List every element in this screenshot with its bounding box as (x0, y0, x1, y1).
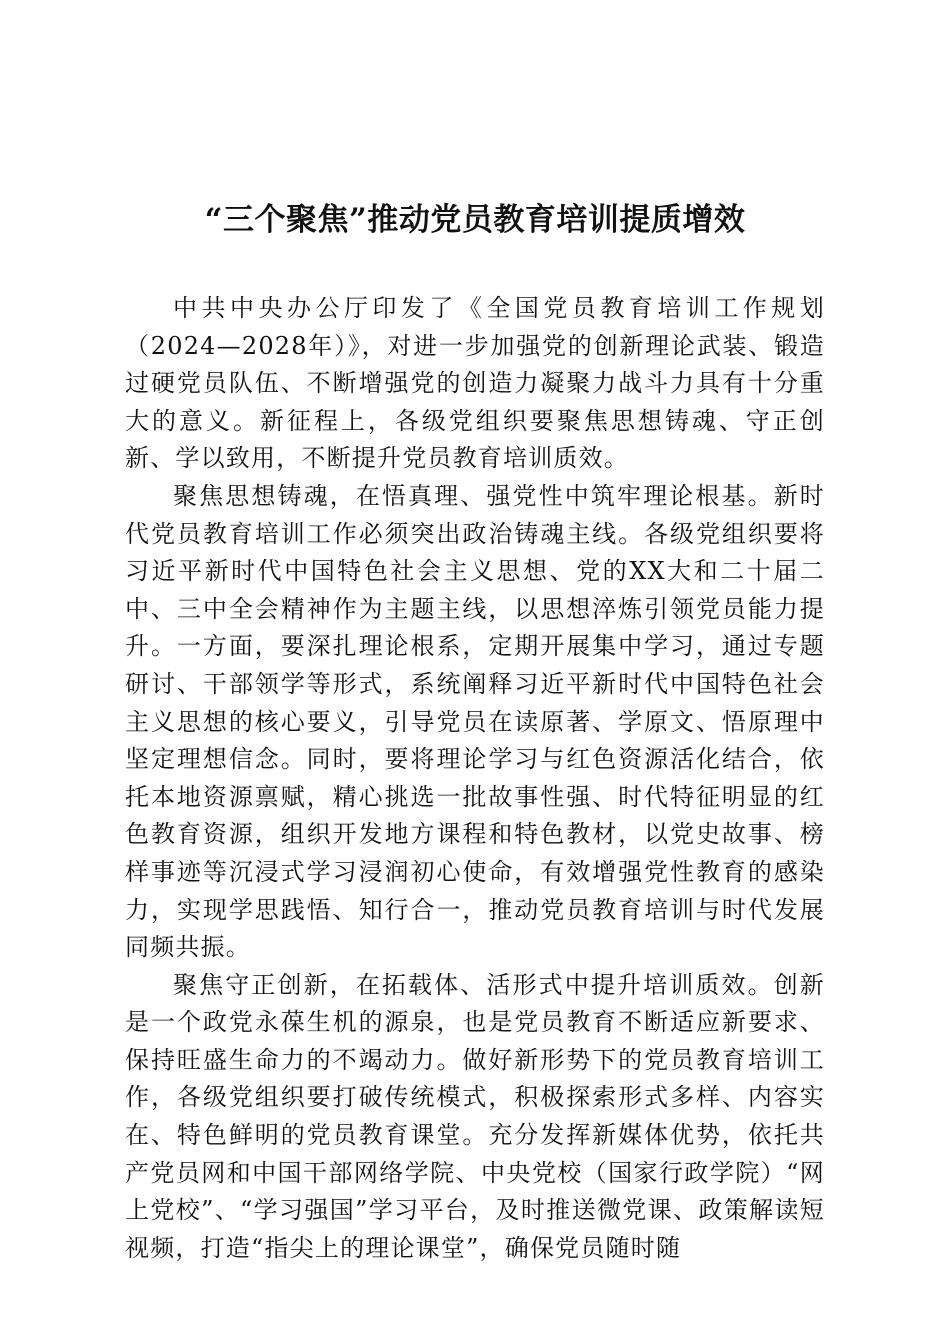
article-title: “三个聚焦”推动党员教育培训提质增效 (204, 202, 746, 238)
article-body (125, 290, 825, 1267)
paragraph-intro: 中共中央办公厅印发了《全国党员教育培训工作规划（2024—2028年）》，对进一步加强党的创新理论武装、锻造过硬党员队伍、不断增强党的创造力凝聚力战斗力具有十分重大的意义。新征程上，各级党组织要聚焦思想铸魂、守正创新、学以致用，不断提升党员教育培训质效。 (125, 294, 825, 473)
paragraph-innovation: 聚焦守正创新，在拓载体、活形式中提升培训质效。创新是一个政党永葆生机的源泉，也是党员教育不断适应新要求、保持旺盛生命力的不竭动力。做好新形势下的党员教育培训工作，各级党组织要打破传统模式，积极探索形式多样、内容实在、特色鲜明的党员教育课堂。充分发挥新媒体优势，依托共产党员网和中国干部网络学院、中央党校（国家行政学院）“网上党校”、“学习强国”学习平台，及时推送微党课、政策解读短视频，打造“指尖上的理论课堂”，确保党员随时随 (125, 970, 825, 1262)
paragraph-ideology: 聚焦思想铸魂，在悟真理、强党性中筑牢理论根基。新时代党员教育培训工作必须突出政治铸魂主线。各级党组织要将习近平新时代中国特色社会主义思想、党的XX大和二十届二中、三中全会精神作为主题主线，以思想淬炼引领党员能力提升。一方面，要深扎理论根系，定期开展集中学习，通过专题研讨、干部领学等形式，系统阐释习近平新时代中国特色社会主义思想的核心要义，引导党员在读原著、学原文、悟原理中坚定理想信念。同时，要将理论学习与红色资源活化结合，依托本地资源禀赋，精心挑选一批故事性强、时代特征明显的红色教育资源，组织开发地方课程和特色教材，以党史故事、榜样事迹等沉浸式学习浸润初心使命，有效增强党性教育的感染力，实现学思践悟、知行合一，推动党员教育培训与时代发展同频共振。 (125, 481, 825, 962)
